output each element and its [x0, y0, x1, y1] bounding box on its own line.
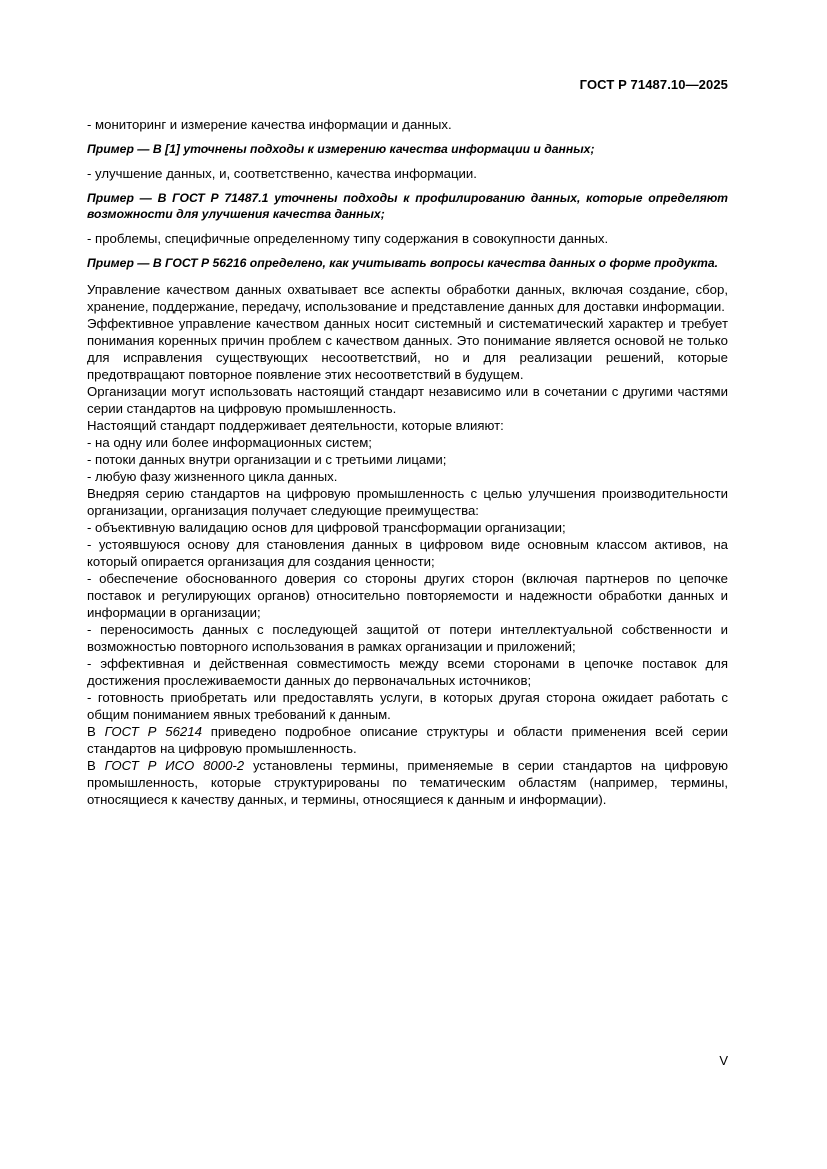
- paragraph: Внедряя серию стандартов на цифровую промышленность с целью улучшения производительности организации, организация получает следующие преимущества:: [87, 486, 728, 518]
- paragraph: Организации могут использовать настоящий стандарт независимо или в сочетании с другими частями серии стандартов на цифровую промышленность.: [87, 384, 728, 416]
- list-item: - улучшение данных, и, соответственно, качества информации.: [87, 166, 477, 181]
- standard-reference: ГОСТ Р 56214: [104, 724, 202, 739]
- example-note: Пример — В [1] уточнены подходы к измерению качества информации и данных;: [87, 142, 595, 156]
- paragraph: [87, 757, 728, 808]
- list-item: - проблемы, специфичные определенному типу содержания в совокупности данных.: [87, 231, 609, 246]
- text-run: В: [87, 724, 105, 739]
- list-item: - эффективная и действенная совместимость между всеми сторонами в цепочке поставок для достижения прослеживаемости данных до первоначальных источников;: [87, 656, 728, 688]
- list-item: - потоки данных внутри организации и с третьими лицами;: [87, 452, 447, 467]
- list-item: - устоявшуюся основу для становления данных в цифровом виде основным классом активов, на который опирается организация для создания ценности;: [87, 537, 728, 569]
- page-number: V: [719, 1053, 728, 1068]
- list-item: - мониторинг и измерение качества информации и данных.: [87, 117, 452, 132]
- paragraph: Настоящий стандарт поддерживает деятельности, которые влияют:: [87, 418, 504, 433]
- text-run: приведено подробное описание структуры и области применения всей серии стандартов на цифровую промышленность.: [87, 724, 728, 756]
- list-item: - на одну или более информационных систем;: [87, 435, 372, 450]
- example-note: Пример — В ГОСТ Р 56216 определено, как учитывать вопросы качества данных о форме продукта.: [87, 256, 718, 270]
- text-run: В: [87, 758, 105, 773]
- page-body: [87, 116, 728, 808]
- list-item: - обеспечение обоснованного доверия со стороны других сторон (включая партнеров по цепочке поставок и регулирующих органов) относительно повторяемости и надежности обработки данных и информации в организации;: [87, 571, 728, 620]
- list-item: - любую фазу жизненного цикла данных.: [87, 469, 338, 484]
- text-run: установлены термины, применяемые в серии стандартов на цифровую промышленность, которые структурированы по тематическим областям (например, термины, относящиеся к качеству данных, и термины, относящиеся к данным и информации).: [87, 758, 728, 807]
- paragraph: [87, 723, 728, 757]
- example-note: Пример — В ГОСТ Р 71487.1 уточнены подходы к профилированию данных, которые определяют возможности для улучшения качества данных;: [87, 191, 728, 221]
- list-item: - готовность приобретать или предоставлять услуги, в которых другая сторона ожидает работать с общим пониманием явных требований к данным.: [87, 690, 728, 722]
- paragraph: Эффективное управление качеством данных носит системный и систематический характер и требует понимания коренных причин проблем с качеством данных. Это понимание является основой не только для исправления существующих несоответствий, но и для реализации решений, которые предотвращают повторное появление этих несоответствий в будущем.: [87, 316, 728, 382]
- list-item: - объективную валидацию основ для цифровой трансформации организации;: [87, 520, 566, 535]
- paragraph: Управление качеством данных охватывает все аспекты обработки данных, включая создание, сбор, хранение, поддержание, передачу, использование и представление данных для доставки информации.: [87, 282, 728, 314]
- standard-reference: ГОСТ Р ИСО 8000-2: [104, 758, 245, 773]
- standard-number: ГОСТ Р 71487.10—2025: [579, 77, 728, 92]
- list-item: - переносимость данных с последующей защитой от потери интеллектуальной собственности и возможностью повторного использования в рамках организации и приложений;: [87, 622, 728, 654]
